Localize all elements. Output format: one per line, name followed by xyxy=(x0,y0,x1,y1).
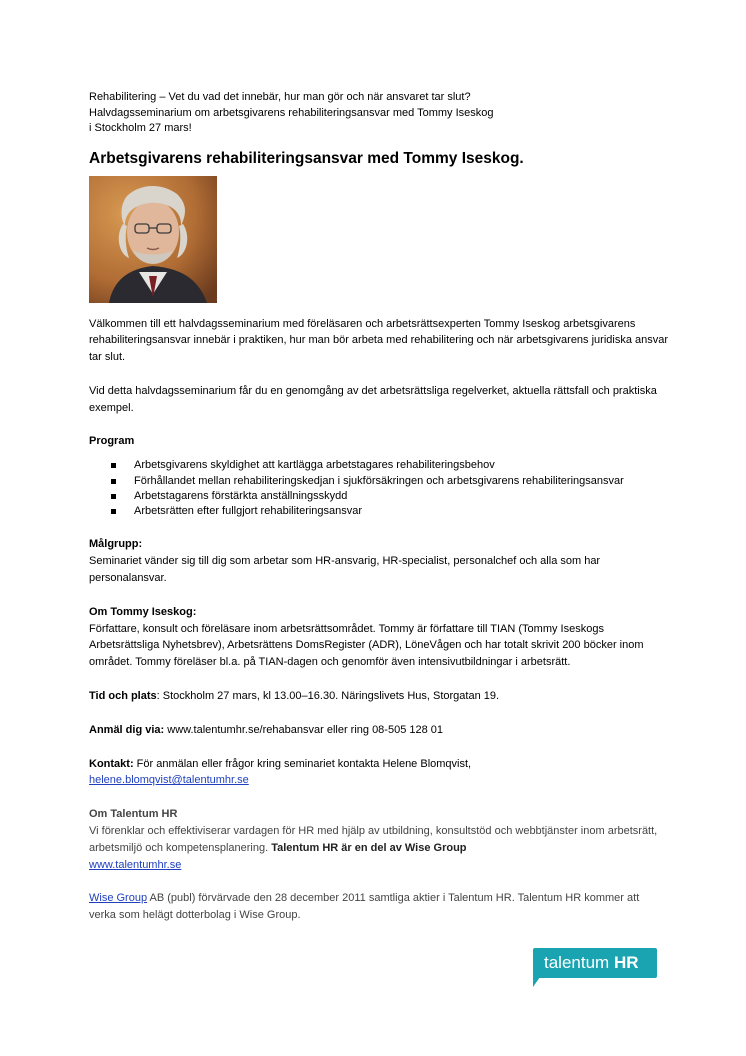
company-website-link[interactable]: www.talentumhr.se xyxy=(89,858,182,871)
list-item: Arbetsrätten efter fullgjort rehabiliteringsansvar xyxy=(89,504,669,519)
review-paragraph: Vid detta halvdagsseminarium får du en genomgång av det arbetsrättsliga regelverket, aktuella rättsfall och praktiska exempel. xyxy=(89,384,657,414)
page-title: Arbetsgivarens rehabiliteringsansvar med Tommy Iseskog. xyxy=(89,149,524,167)
intro-line-2: Halvdagsseminarium om arbetsgivarens rehabiliteringsansvar med Tommy Iseskog xyxy=(89,106,494,119)
about-tommy-heading: Om Tommy Iseskog: xyxy=(89,605,197,618)
company-link-line xyxy=(89,857,669,874)
time-place-text: : Stockholm 27 mars, kl 13.00–16.30. Näringslivets Hus, Storgatan 19. xyxy=(156,690,500,703)
program-list xyxy=(89,458,669,519)
about-company-section xyxy=(89,806,669,873)
about-company-heading: Om Talentum HR xyxy=(89,808,178,821)
intro-line-3: i Stockholm 27 mars! xyxy=(89,122,192,134)
contact-email-line xyxy=(89,772,669,789)
bullet-icon xyxy=(111,479,116,484)
about-tommy-text: Författare, konsult och föreläsare inom arbetsrättsområdet. Tommy är författare till TIAN (Tommy Iseskogs Arbetsrättsliga Nyhetsbrev), Arbetsrättens DomsRegister (ADR), LöneVågen och har totalt skrivit 200 böcker inom området. Tommy föreläser bl.a. på TIAN-dagen och genomför även intensivutbildningar i arbetsrätt. xyxy=(89,622,644,669)
time-place xyxy=(89,688,669,705)
target-heading: Målgrupp: xyxy=(89,538,143,551)
register-label: Anmäl dig via: xyxy=(89,723,165,736)
bullet-icon xyxy=(111,509,116,514)
contact-line xyxy=(89,756,669,773)
document-body xyxy=(89,90,669,924)
about-company-text: Vi förenklar och effektiviserar vardagen för HR med hjälp av utbildning, konsultstöd och webbtjänster inom arbetsrätt, arbetsmiljö och kompetensplanering. Talentum HR är en del av Wise Group xyxy=(89,825,658,854)
portrait-image xyxy=(89,176,217,303)
bullet-icon xyxy=(111,494,116,499)
bullet-icon xyxy=(111,463,116,468)
about-tommy-section xyxy=(89,604,669,671)
talentum-hr-logo xyxy=(533,948,657,978)
intro-block xyxy=(89,90,669,137)
register-line xyxy=(89,722,669,739)
intro-line-1: Rehabilitering – Vet du vad det innebär, hur man gör och när ansvaret tar slut? xyxy=(89,91,471,103)
logo-hr: HR xyxy=(613,953,639,972)
list-item: Förhållandet mellan rehabiliteringskedjan i sjukförsäkringen och arbetsgivarens rehabiliteringsansvar xyxy=(89,474,669,489)
logo-word: talentum xyxy=(544,953,610,972)
speaker-photo xyxy=(89,176,217,303)
wise-group-link[interactable]: Wise Group xyxy=(89,892,148,905)
contact-section xyxy=(89,756,669,790)
time-place-label: Tid och plats xyxy=(89,690,157,703)
target-text: Seminariet vänder sig till dig som arbetar som HR-ansvarig, HR-specialist, personalchef och alla som har personalansvar. xyxy=(89,555,601,585)
logo-speech-tail xyxy=(533,977,540,987)
list-item: Arbetstagarens förstärkta anställningsskydd xyxy=(89,489,669,504)
wise-paragraph: Wise Group AB (publ) förvärvade den 28 december 2011 samtliga aktier i Talentum HR. Talentum HR kommer att verka som helägt dotterbolag i Wise Group. xyxy=(89,892,640,922)
welcome-paragraph: Välkommen till ett halvdagsseminarium med föreläsaren och arbetsrättsexperten Tommy Iseskog arbetsgivarens rehabiliteringsansvar innebär i praktiken, hur man bör arbeta med rehabilitering och när arbetsgivarens juridiska ansvar tar slut. xyxy=(89,317,669,364)
contact-text: För anmälan eller frågor kring seminariet kontakta Helene Blomqvist, xyxy=(133,757,472,770)
contact-email-link[interactable]: helene.blomqvist@talentumhr.se xyxy=(89,774,249,787)
list-item: Arbetsgivarens skyldighet att kartlägga arbetstagares rehabiliteringsbehov xyxy=(89,458,669,473)
target-section xyxy=(89,536,669,586)
program-heading: Program xyxy=(89,435,135,448)
register-text: www.talentumhr.se/rehabansvar eller ring 08-505 128 01 xyxy=(164,723,444,736)
contact-label: Kontakt: xyxy=(89,757,134,770)
